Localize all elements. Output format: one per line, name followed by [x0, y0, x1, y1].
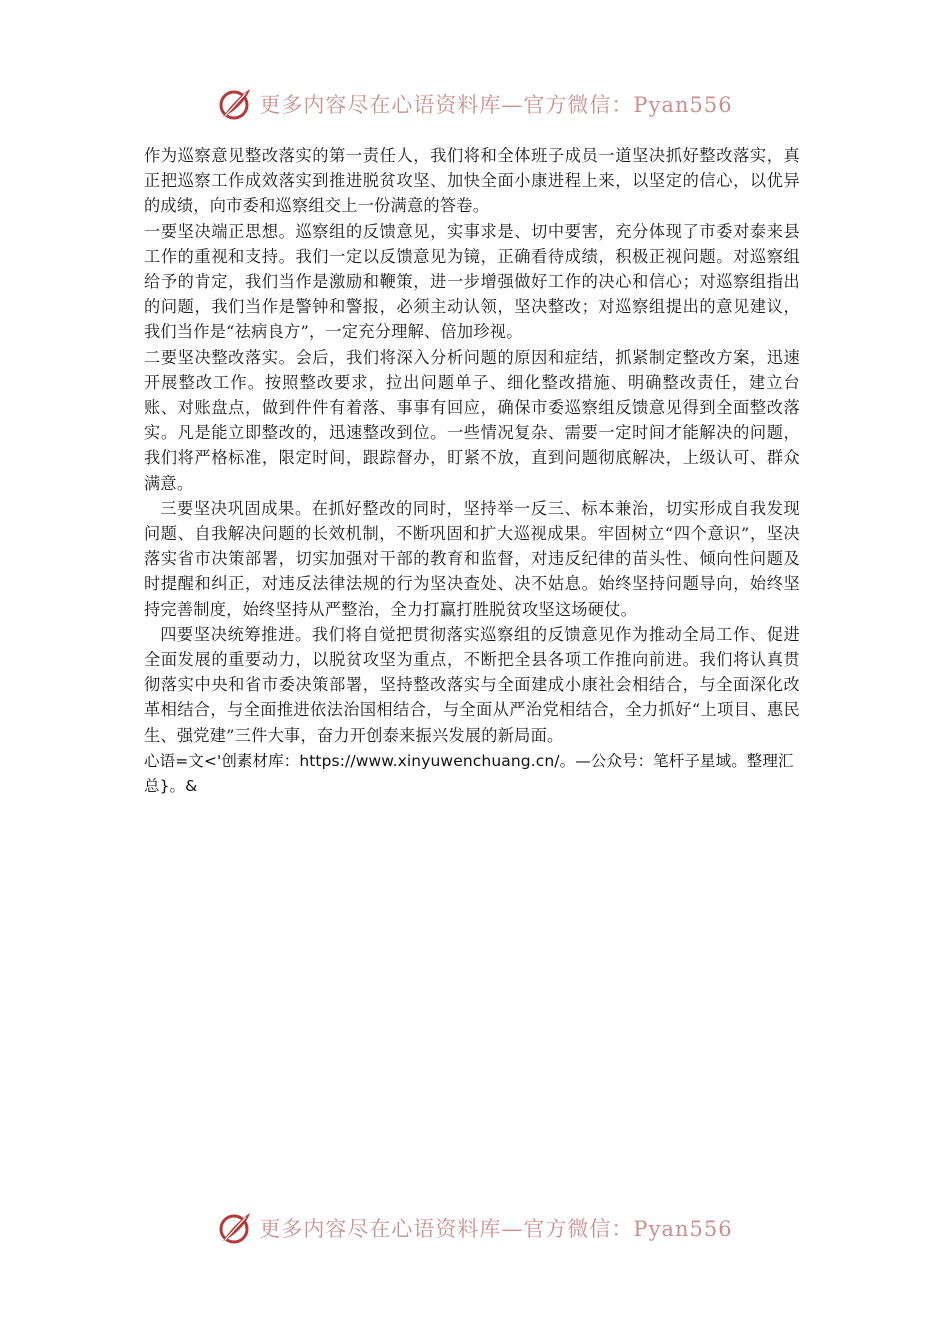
paragraph-third-requirement: 三要坚决巩固成果。在抓好整改的同时，坚持举一反三、标本兼治，切实形成自我发现问题、自我解决问题的长效机制，不断巩固和扩大巡视成果。牢固树立“四个意识”，坚决落实省市决策部署，切实加强对干部的教育和监督，对违反纪律的苗头性、倾向性问题及时提醒和纠正，对违反法律法规的行为坚决查处、决不姑息。始终坚持问题导向，始终坚持完善制度，始终坚持从严整治，全力打赢打胜脱贫攻坚这场硬仗。 [144, 498, 800, 619]
footer-banner [0, 1208, 950, 1248]
paragraph-first-requirement: 一要坚决端正思想。巡察组的反馈意见，实事求是、切中要害，充分体现了市委对泰来县工作的重视和支持。我们一定以反馈意见为镜，正确看待成绩，积极正视问题。对巡察组给予的肯定，我们当作是激励和鞭策，进一步增强做好工作的决心和信心；对巡察组指出的问题，我们当作是警钟和警报，必须主动认领，坚决整改；对巡察组提出的意见建议，我们当作是“祛病良方”，一定充分理解、倍加珍视。 [144, 221, 800, 342]
feather-pen-logo-icon [217, 1210, 253, 1246]
header-banner-text: 更多内容尽在心语资料库—官方微信：Pyan556 [259, 93, 733, 117]
feather-pen-logo-icon [217, 86, 253, 122]
header-banner [0, 84, 950, 124]
paragraph-intro: 作为巡察意见整改落实的第一责任人，我们将和全体班子成员一道坚决抓好整改落实，真正把巡察工作成效落实到推进脱贫攻坚、加快全面小康进程上来，以坚定的信心，以优异的成绩，向市委和巡察组交上一份满意的答卷。 [144, 146, 800, 216]
footer-banner-text: 更多内容尽在心语资料库—官方微信：Pyan556 [259, 1217, 733, 1241]
paragraph-fourth-requirement: 四要坚决统筹推进。我们将自觉把贯彻落实巡察组的反馈意见作为推动全局工作、促进全面发展的重要动力，以脱贫攻坚为重点，不断把全县各项工作推向前进。我们将认真贯彻落实中央和省市委决策部署，坚持整改落实与全面建成小康社会相结合，与全面深化改革相结合，与全面推进依法治国相结合，与全面从严治党相结合，全力抓好“上项目、惠民生、强党建”三件大事，奋力开创泰来振兴发展的新局面。 [144, 624, 800, 745]
document-body [144, 143, 800, 799]
source-note: 心语=文<'创素材库：https://www.xinyuwenchuang.cn/。—公众号：笔杆子星域。整理汇总}。& [144, 751, 794, 795]
paragraph-second-requirement: 二要坚决整改落实。会后，我们将深入分析问题的原因和症结，抓紧制定整改方案，迅速开展整改工作。按照整改要求，拉出问题单子、细化整改措施、明确整改责任，建立台账、对账盘点，做到件件有着落、事事有回应，确保市委巡察组反馈意见得到全面整改落实。凡是能立即整改的，迅速整改到位。一些情况复杂、需要一定时间才能解决的问题，我们将严格标准，限定时间，跟踪督办，盯紧不放，直到问题彻底解决，上级认可、群众满意。 [144, 347, 800, 493]
